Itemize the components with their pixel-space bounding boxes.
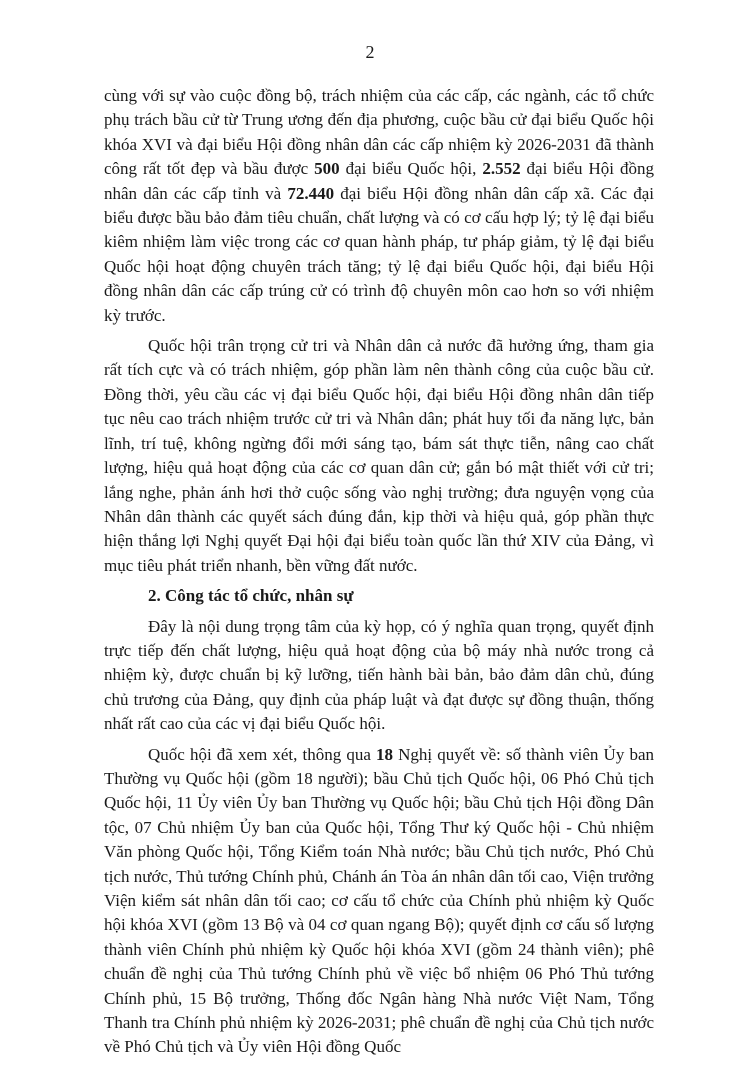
text-run: Đây là nội dung trọng tâm của kỳ họp, có ý nghĩa quan trọng, quyết định trực tiếp đến chất lượng, hiệu quả hoạt động của bộ máy nhà nước trong cả nhiệm kỳ, được chuẩn bị kỹ lưỡng, tiến hành bài bản, bảo đảm dân chủ, đúng chủ trương của Đảng, quy định của pháp luật và đạt được sự đồng thuận, thống nhất rất cao của các vị đại biểu Quốc hội. bbox=[104, 616, 654, 734]
text-run: cùng với sự vào cuộc đồng bộ, trách nhiệm của các cấp, các ngành, các tổ chức phụ trách bầu cử từ Trung ương đến địa phương, cuộc bầu cử đại biểu Quốc hội khóa XVI và đại biểu Hội đồng nhân dân các cấp nhiệm kỳ 2026-2031 đã thành công rất tốt đẹp và bầu được bbox=[104, 86, 654, 179]
text-run: Quốc hội đã xem xét, thông qua bbox=[148, 744, 376, 764]
paragraph bbox=[104, 743, 654, 1060]
section-heading bbox=[104, 584, 654, 608]
text-run: Nghị quyết về: số thành viên Ủy ban Thường vụ Quốc hội (gồm 18 người); bầu Chủ tịch Quốc hội, 06 Phó Chủ tịch Quốc hội, 11 Ủy viên Ủy ban Thường vụ Quốc hội; bầu Chủ tịch Hội đồng Dân tộc, 07 Chủ nhiệm Ủy ban của Quốc hội, Tổng Thư ký Quốc hội - Chủ nhiệm Văn phòng Quốc hội, Tổng Kiểm toán Nhà nước; bầu Chủ tịch nước, Phó Chủ tịch nước, Thủ tướng Chính phủ, Chánh án Tòa án nhân dân tối cao, Viện trưởng Viện kiểm sát nhân dân tối cao; cơ cấu tổ chức của Chính phủ nhiệm kỳ Quốc hội khóa XVI (gồm 13 Bộ và 04 cơ quan ngang Bộ); quyết định cơ cấu số lượng thành viên Chính phủ nhiệm kỳ Quốc hội khóa XVI (gồm 24 thành viên); phê chuẩn đề nghị của Thủ tướng Chính phủ về việc bổ nhiệm 06 Phó Thủ tướng Chính phủ, 15 Bộ trưởng, Thống đốc Ngân hàng Nhà nước Việt Nam, Tổng Thanh tra Chính phủ nhiệm kỳ 2026-2031; phê chuẩn đề nghị của Chủ tịch nước về Phó Chủ tịch và Ủy viên Hội đồng Quốc bbox=[104, 744, 654, 1057]
page-number: 2 bbox=[365, 42, 375, 62]
text-run: đại biểu Hội đồng nhân dân cấp xã. Các đại biểu được bầu bảo đảm tiêu chuẩn, chất lượng và có cơ cấu hợp lý; tỷ lệ đại biểu kiêm nhiệm làm việc trong các cơ quan hành pháp, tư pháp giảm, tỷ lệ đại biểu Quốc hội hoạt động chuyên trách tăng; tỷ lệ đại biểu Quốc hội, đại biểu Hội đồng nhân dân các cấp trúng cử có trình độ chuyên môn cao hơn so với nhiệm kỳ trước. bbox=[104, 183, 655, 325]
text-run: đại biểu Hội đồng nhân dân các cấp tỉnh và bbox=[104, 159, 654, 203]
text-run: Quốc hội trân trọng cử tri và Nhân dân cả nước đã hưởng ứng, tham gia rất tích cực và có trách nhiệm, góp phần làm nên thành công của cuộc bầu cử. Đồng thời, yêu cầu các vị đại biểu Quốc hội, đại biểu Hội đồng nhân dân tiếp tục nêu cao trách nhiệm trước cử tri và Nhân dân; phát huy tối đa năng lực, bản lĩnh, trí tuệ, không ngừng đổi mới sáng tạo, bám sát thực tiễn, nâng cao chất lượng, hiệu quả hoạt động của các cơ quan dân cử; gắn bó mật thiết với cử tri; lắng nghe, phản ánh hơi thở cuộc sống vào nghị trường; đưa nguyện vọng của Nhân dân thành các quyết sách đúng đắn, kịp thời và hiệu quả, góp phần thực hiện thắng lợi Nghị quyết Đại hội đại biểu toàn quốc lần thứ XIV của Đảng, vì mục tiêu phát triển nhanh, bền vững đất nước. bbox=[104, 336, 654, 575]
text-run: đại biểu Quốc hội, bbox=[339, 159, 483, 179]
bold-figure: 2.552 bbox=[482, 159, 521, 179]
paragraph-continued bbox=[104, 84, 654, 328]
text-run: 2. Công tác tổ chức, nhân sự bbox=[148, 586, 354, 606]
paragraph bbox=[104, 334, 654, 578]
bold-figure: 500 bbox=[314, 159, 340, 179]
document-body bbox=[104, 84, 654, 1066]
paragraph bbox=[104, 615, 654, 737]
bold-figure: 18 bbox=[376, 744, 393, 764]
bold-figure: 72.440 bbox=[287, 183, 335, 203]
